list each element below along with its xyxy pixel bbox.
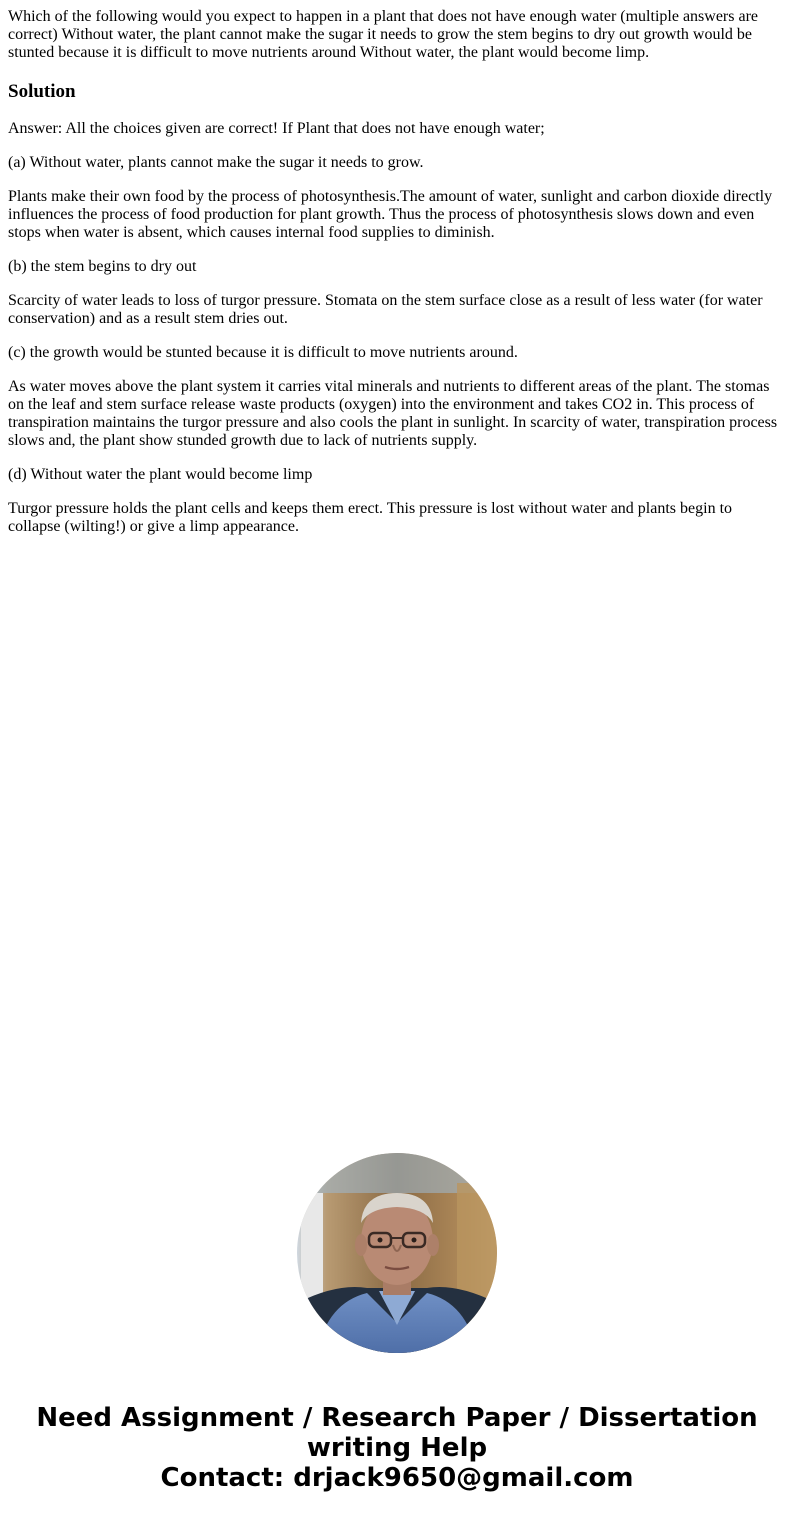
choice-a-explanation: Plants make their own food by the process of photosynthesis.The amount of water, sunlight and carbon dioxide directly influences the process of food production for plant growth. Thus the process of photosynthesis slows down and even stops when water is absent, which causes internal food supplies to diminish. bbox=[8, 188, 773, 241]
choice-c-explanation: As water moves above the plant system it carries vital minerals and nutrients to different areas of the plant. The stomas on the leaf and stem surface release waste products (oxygen) into the environment and takes CO2 in. This process of transpiration maintains the turgor pressure and also cools the plant in sunlight. In scarcity of water, transpiration process slows and, the plant show stunded growth due to lack of nutrients supply. bbox=[8, 378, 778, 449]
choice-d-explanation: Turgor pressure holds the plant cells and keeps them erect. This pressure is lost without water and plants begin to collapse (wilting!) or give a limp appearance. bbox=[8, 500, 733, 535]
question-text: Which of the following would you expect to happen in a plant that does not have enough water (multiple answers are correct) Without water, the plant cannot make the sugar it needs to grow the stem begins to dry out growth would be stunted because it is difficult to move nutrients around Without water, the plant would become limp. bbox=[8, 8, 759, 61]
choice-b-explanation: Scarcity of water leads to loss of turgor pressure. Stomata on the stem surface close as a result of less water (for water conservation) and as a result stem dries out. bbox=[8, 292, 763, 327]
choice-c-heading: (c) the growth would be stunted because it is difficult to move nutrients around. bbox=[8, 344, 518, 361]
avatar bbox=[297, 1153, 497, 1353]
solution-answer: Answer: All the choices given are correct! If Plant that does not have enough water; bbox=[8, 120, 545, 137]
choice-d-heading: (d) Without water the plant would become limp bbox=[8, 466, 313, 483]
avatar-portrait-image bbox=[297, 1153, 497, 1353]
document-body bbox=[0, 0, 794, 536]
promo-line-1: Need Assignment / Research Paper / Dissertation bbox=[36, 1403, 758, 1433]
solution-heading: Solution bbox=[8, 81, 76, 102]
choice-b-heading: (b) the stem begins to dry out bbox=[8, 258, 197, 275]
choice-a-heading: (a) Without water, plants cannot make the sugar it needs to grow. bbox=[8, 154, 424, 171]
promo-banner bbox=[0, 1403, 794, 1493]
promo-contact-line: Contact: drjack9650@gmail.com bbox=[160, 1463, 634, 1493]
promo-line-2: writing Help bbox=[306, 1433, 488, 1463]
